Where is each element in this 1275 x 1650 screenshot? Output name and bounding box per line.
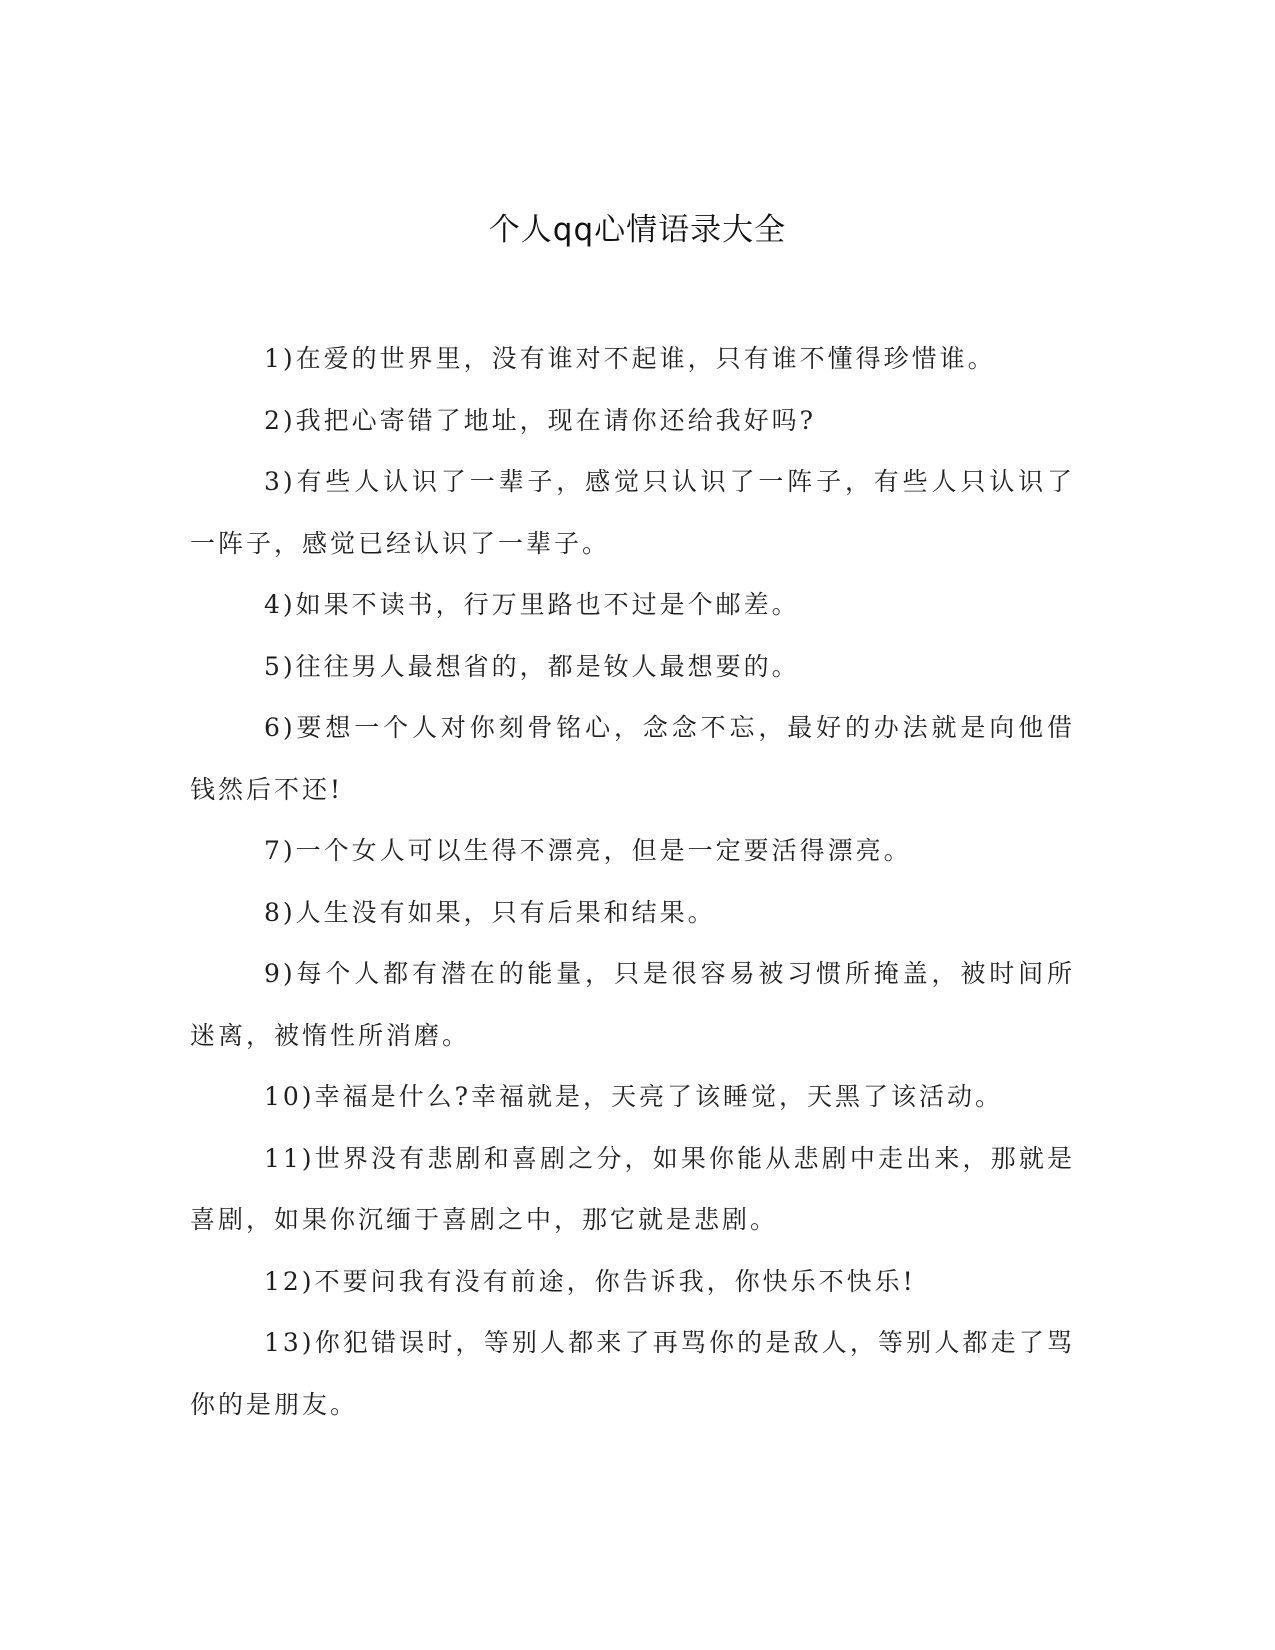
paragraph-4: 4)如果不读书，行万里路也不过是个邮差。	[264, 590, 800, 619]
paragraph-5: 5)往往男人最想省的，都是钕人最想要的。	[264, 651, 800, 681]
paragraph-6: 6)要想一个人对你刻骨铭心，念念不忘，最好的办法就是向他借钱然后不还!	[190, 713, 1075, 804]
paragraph-9: 9)每个人都有潜在的能量，只是很容易被习惯所掩盖，被时间所迷离，被惰性所消磨。	[190, 959, 1075, 1050]
paragraph-2: 2)我把心寄错了地址，现在请你还给我好吗?	[264, 405, 817, 435]
paragraph-11: 11)世界没有悲剧和喜剧之分，如果你能从悲剧中走出来，那就是喜剧，如果你沉缅于喜剧之中，那它就是悲剧。	[190, 1143, 1075, 1234]
document-title: 个人qq心情语录大全	[488, 212, 787, 248]
document-body	[190, 328, 1075, 1435]
paragraph-3: 3)有些人认识了一辈子，感觉只认识了一阵子，有些人只认识了一阵子，感觉已经认识了一辈子。	[190, 467, 1075, 558]
paragraph-7: 7)一个女人可以生得不漂亮，但是一定要活得漂亮。	[264, 836, 912, 865]
paragraph-1: 1)在爱的世界里，没有谁对不起谁，只有谁不懂得珍惜谁。	[264, 344, 996, 373]
paragraph-8: 8)人生没有如果，只有后果和结果。	[264, 897, 716, 927]
paragraph-10: 10)幸福是什么?幸福就是，天亮了该睡觉，天黑了该活动。	[264, 1082, 1003, 1111]
paragraph-13: 13)你犯错误时，等别人都来了再骂你的是敌人，等别人都走了骂你的是朋友。	[190, 1328, 1075, 1419]
paragraph-12: 12)不要问我有没有前途，你告诉我，你快乐不快乐!	[264, 1266, 916, 1296]
